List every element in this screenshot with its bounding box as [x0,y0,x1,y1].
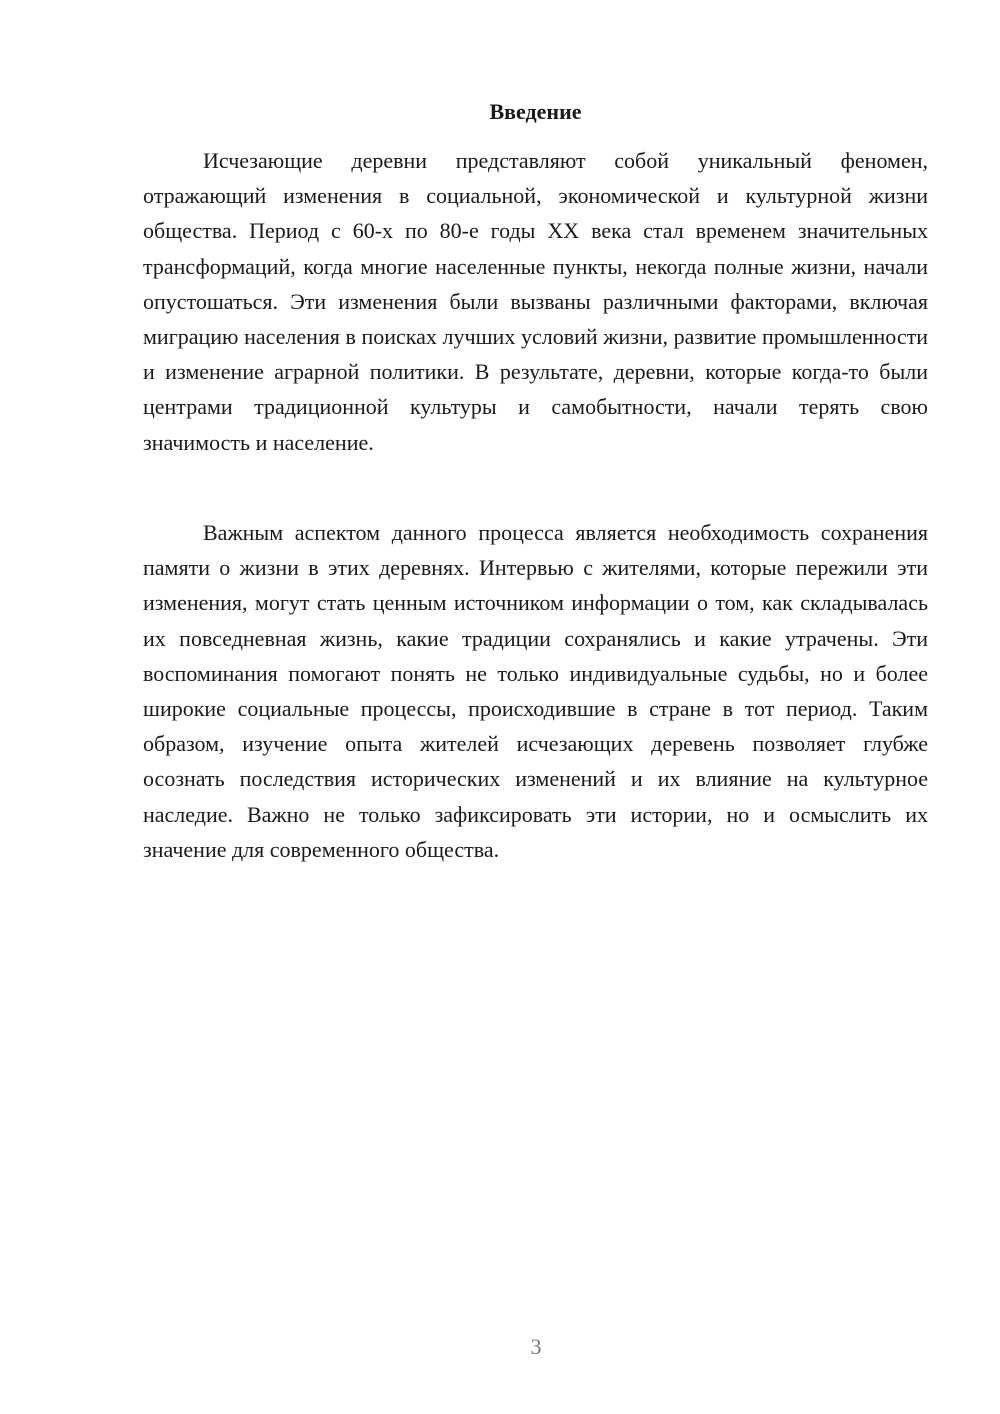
body-paragraph: Исчезающие деревни представляют собой уникальный феномен, отражающий изменения в социальной, экономической и культурной жизни общества. Период с 60-х по 80-е годы XX века стал временем значительных трансформаций, когда многие населенные пункты, некогда полные жизни, начали опустошаться. Эти изменения были вызваны различными факторами, включая миграцию населения в поисках лучших условий жизни, развитие промышленности и изменение аграрной политики. В результате, деревни, которые когда-то были центрами традиционной культуры и самобытности, начали терять свою значимость и население. [143,148,928,455]
section-heading: Введение [489,99,582,124]
body-paragraph: Важным аспектом данного процесса является необходимость сохранения памяти о жизни в этих деревнях. Интервью с жителями, которые пережили эти изменения, могут стать ценным источником информации о том, как складывалась их повседневная жизнь, какие традиции сохранялись и какие утрачены. Эти воспоминания помогают понять не только индивидуальные судьбы, но и более широкие социальные процессы, происходившие в стране в тот период. Таким образом, изучение опыта жителей исчезающих деревень позволяет глубже осознать последствия исторических изменений и их влияние на культурное наследие. Важно не только зафиксировать эти истории, но и осмыслить их значение для современного общества. [143,520,928,862]
page-number: 3 [530,1334,542,1359]
